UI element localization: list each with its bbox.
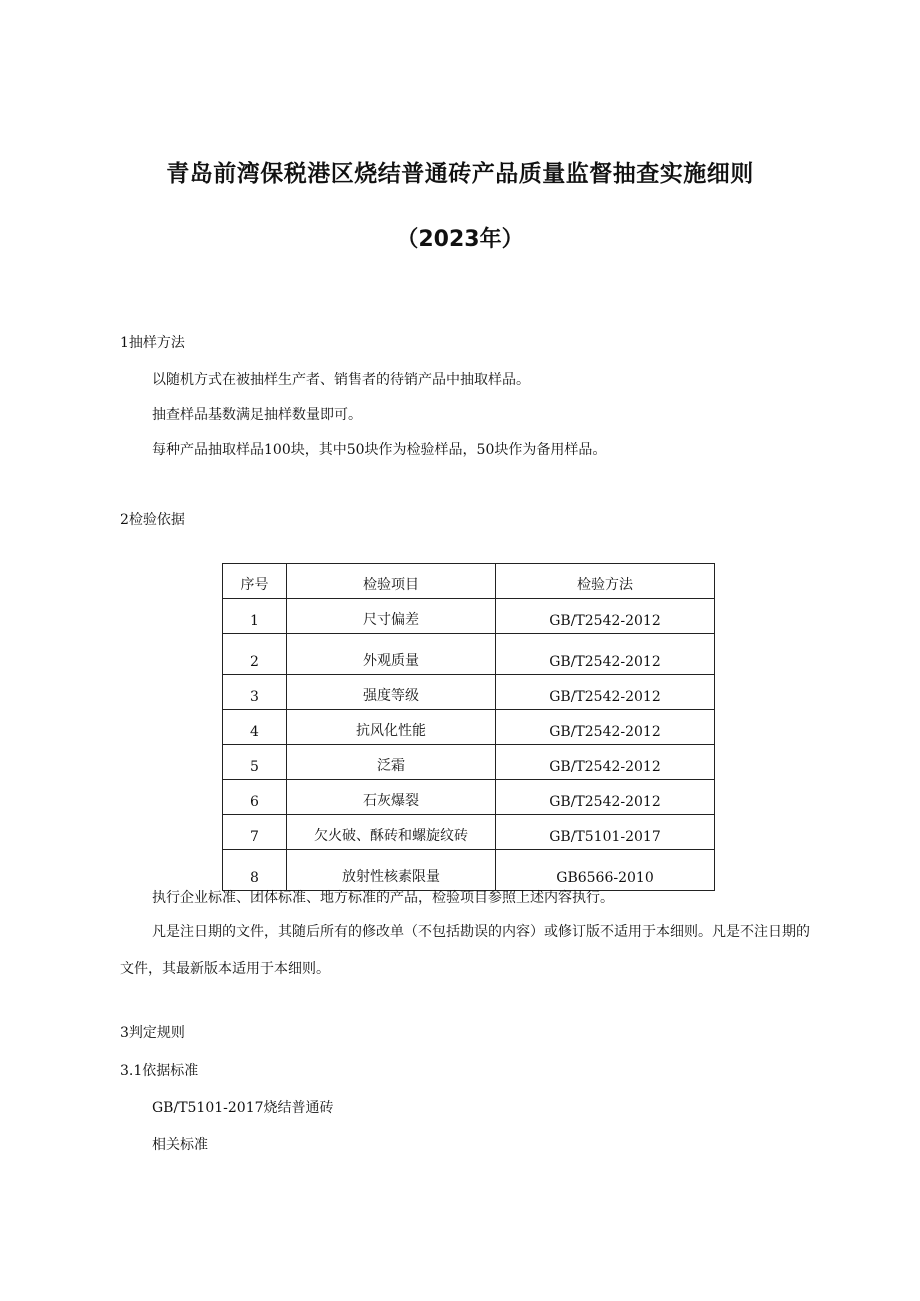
- section-1-paragraph: 抽查样品基数满足抽样数量即可。: [152, 407, 362, 423]
- table-cell: 强度等级: [287, 675, 496, 710]
- header-cell: 序号: [223, 564, 287, 599]
- table-cell: 7: [223, 815, 287, 850]
- document-year: （2023年）: [396, 227, 524, 252]
- table-cell: 放射性核素限量: [287, 850, 496, 891]
- table-cell: GB/T2542-2012: [496, 634, 715, 675]
- section-1-paragraph: 每种产品抽取样品100块，其中50块作为检验样品，50块作为备用样品。: [152, 442, 607, 458]
- section-3-heading: 3判定规则: [120, 1025, 185, 1041]
- table-cell: 泛霜: [287, 745, 496, 780]
- section-1-paragraph: 以随机方式在被抽样生产者、销售者的待销产品中抽取样品。: [152, 372, 530, 388]
- table-cell: 2: [223, 634, 287, 675]
- table-cell: 石灰爆裂: [287, 780, 496, 815]
- table-cell: 抗风化性能: [287, 710, 496, 745]
- table-cell: 1: [223, 599, 287, 634]
- table-row: [223, 675, 715, 710]
- header-cell: 检验方法: [496, 564, 715, 599]
- table-cell: 欠火破、酥砖和螺旋纹砖: [287, 815, 496, 850]
- table-cell: GB/T2542-2012: [496, 780, 715, 815]
- document-title: 青岛前湾保税港区烧结普通砖产品质量监督抽查实施细则: [166, 161, 754, 187]
- table-row: [223, 780, 715, 815]
- table-row: [223, 634, 715, 675]
- table-row: [223, 815, 715, 850]
- table-cell: GB/T5101-2017: [496, 815, 715, 850]
- inspection-table: [222, 563, 715, 891]
- section-2-heading: 2检验依据: [120, 512, 185, 528]
- table-cell: 6: [223, 780, 287, 815]
- section-1-heading: 1抽样方法: [120, 335, 185, 351]
- table-cell: 尺寸偏差: [287, 599, 496, 634]
- table-cell: 3: [223, 675, 287, 710]
- table-row: [223, 850, 715, 891]
- table-cell: GB/T2542-2012: [496, 710, 715, 745]
- table-row: [223, 710, 715, 745]
- table-cell: 外观质量: [287, 634, 496, 675]
- standard-item: GB/T5101-2017烧结普通砖: [152, 1100, 334, 1116]
- table-cell: 5: [223, 745, 287, 780]
- table-cell: GB/T2542-2012: [496, 745, 715, 780]
- table-note: 执行企业标准、团体标准、地方标准的产品，检验项目参照上述内容执行。: [152, 890, 614, 906]
- table-cell: 4: [223, 710, 287, 745]
- standard-item: 相关标准: [152, 1137, 208, 1153]
- table-cell: 8: [223, 850, 287, 891]
- table-cell: GB6566-2010: [496, 850, 715, 891]
- table-row: [223, 599, 715, 634]
- table-header-row: [223, 564, 715, 599]
- dated-document-note: 凡是注日期的文件，其随后所有的修改单（不包括勘误的内容）或修订版不适用于本细则。凡是不注日期的文件，其最新版本适用于本细则。: [120, 924, 810, 977]
- table-row: [223, 745, 715, 780]
- table-cell: GB/T2542-2012: [496, 675, 715, 710]
- section-3-1-heading: 3.1依据标准: [120, 1063, 199, 1079]
- table-cell: GB/T2542-2012: [496, 599, 715, 634]
- header-cell: 检验项目: [287, 564, 496, 599]
